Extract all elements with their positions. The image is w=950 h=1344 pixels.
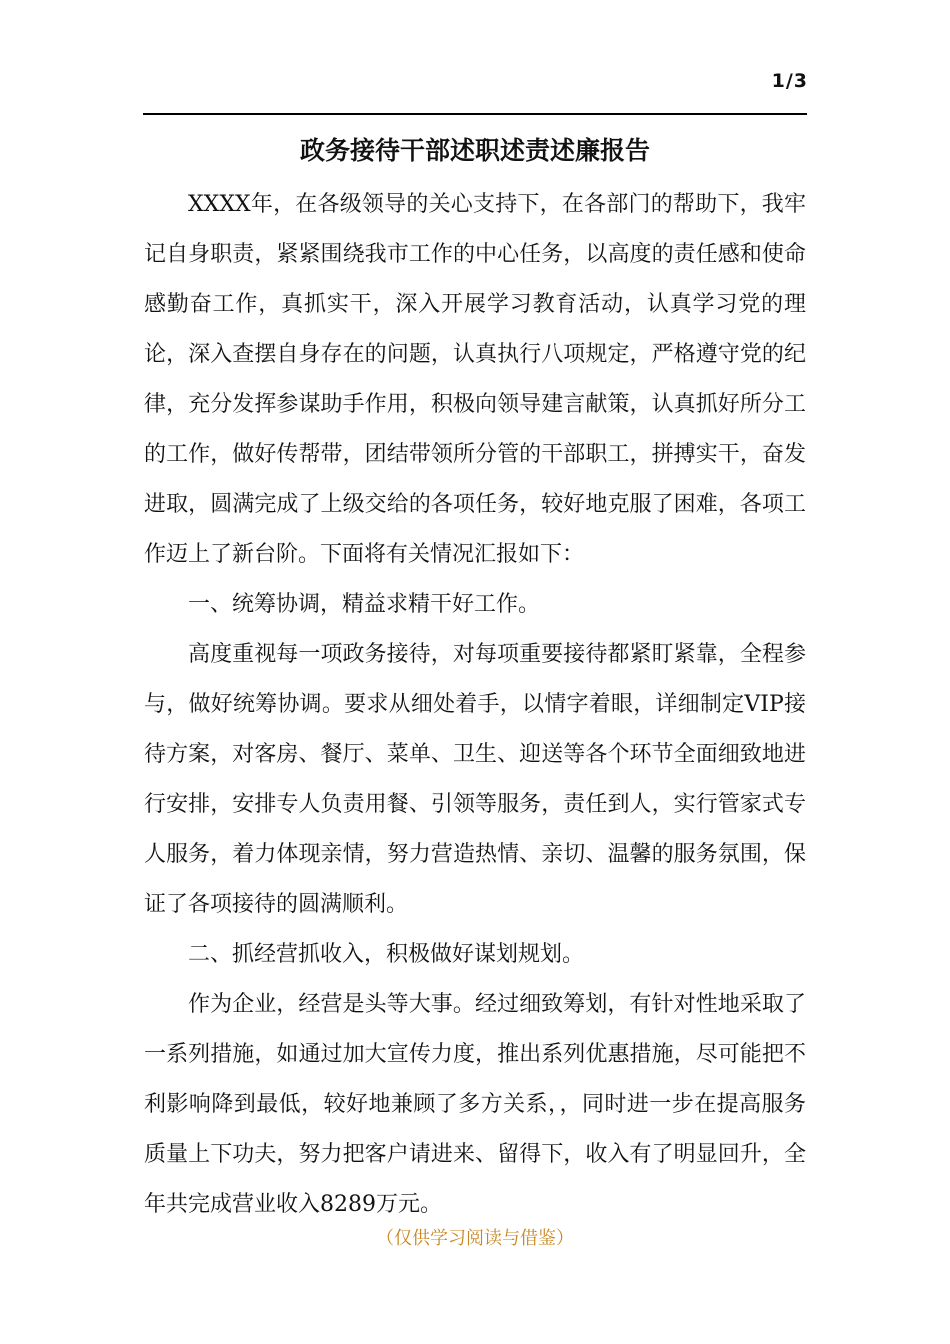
paragraph-intro: XXXX年，在各级领导的关心支持下，在各部门的帮助下，我牢记自身职责，紧紧围绕我市工作的中心任务，以高度的责任感和使命感勤奋工作，真抓实干，深入开展学习教育活动，认真学习党的理论，深入查摆自身存在的问题，认真执行八项规定，严格遵守党的纪律，充分发挥参谋助手作用，积极向领导建言献策，认真抓好所分工的工作，做好传帮带，团结带领所分管的干部职工，拼搏实干，奋发进取，圆满完成了上级交给的各项任务，较好地克服了困难，各项工作迈上了新台阶。下面将有关情况汇报如下：	[144, 192, 806, 567]
document-title: 政务接待干部述职述责述廉报告	[299, 136, 650, 165]
paragraph-section-2: 作为企业，经营是头等大事。经过细致筹划，有针对性地采取了一系列措施，如通过加大宣传力度，推出系列优惠措施，尽可能把不利影响降到最低，较好地兼顾了多方关系，，同时进一步在提高服务质量上下功夫，努力把客户请进来、留得下，收入有了明显回升，全年共完成营业收入8289万元。	[144, 992, 806, 1217]
header-divider	[143, 113, 807, 115]
section-heading-2: 二、抓经营抓收入，积极做好谋划规划。	[188, 942, 585, 967]
footer-note: （仅供学习阅读与借鉴）	[376, 1228, 574, 1249]
document-body	[144, 132, 806, 1230]
paragraph-section-1: 高度重视每一项政务接待，对每项重要接待都紧盯紧靠，全程参与，做好统筹协调。要求从细处着手，以情字着眼，详细制定VIP接待方案，对客房、餐厅、菜单、卫生、迎送等各个环节全面细致地进行安排，安排专人负责用餐、引领等服务，责任到人，实行管家式专人服务，着力体现亲情，努力营造热情、亲切、温馨的服务氛围，保证了各项接待的圆满顺利。	[144, 642, 806, 917]
page-number: 1/3	[771, 70, 808, 92]
section-heading-1: 一、统筹协调，精益求精干好工作。	[188, 592, 541, 617]
